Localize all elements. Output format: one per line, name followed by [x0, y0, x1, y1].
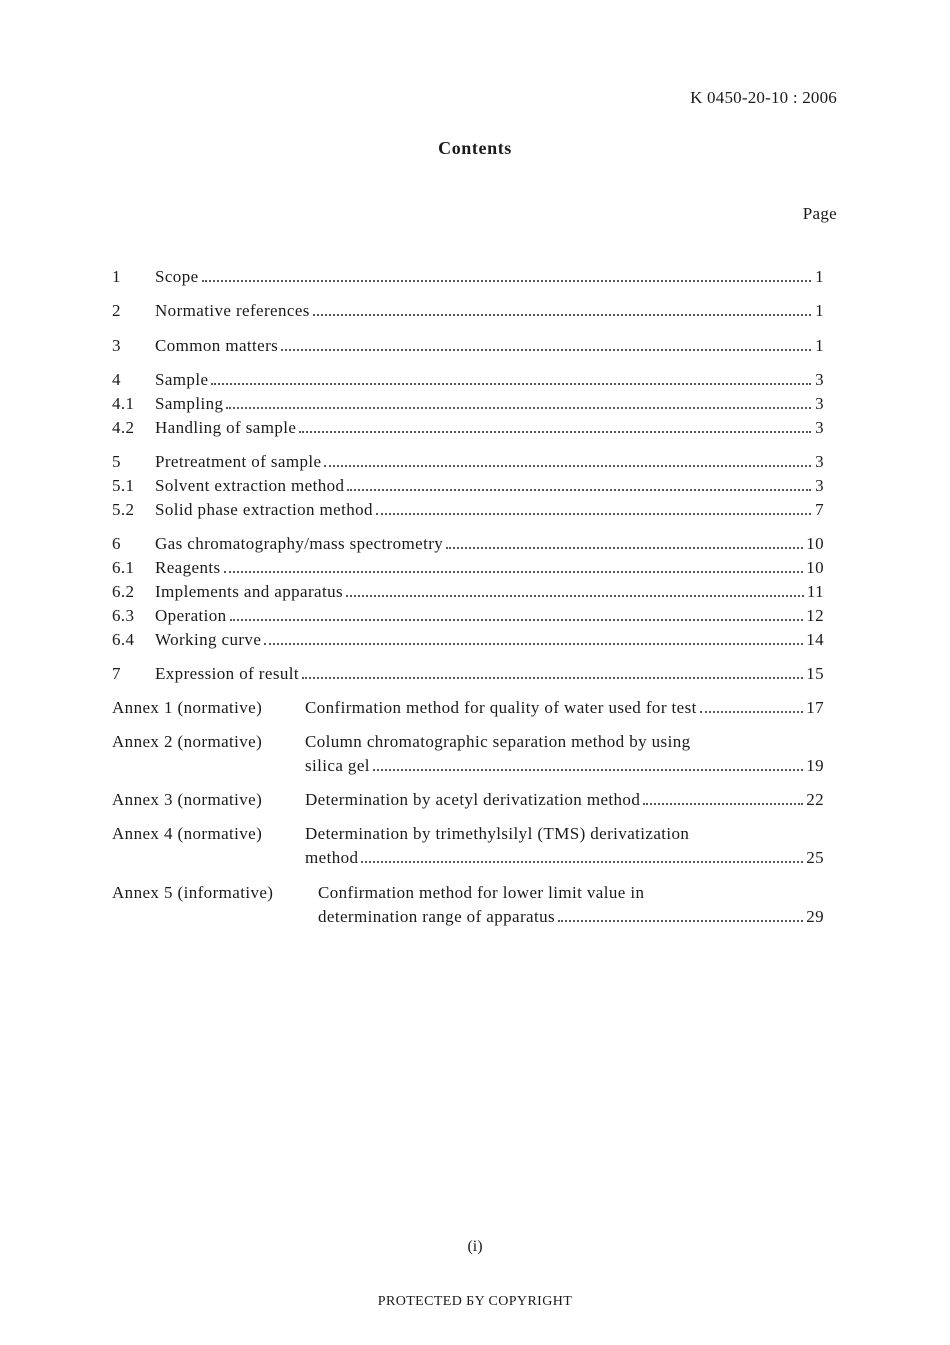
toc-number: 1 — [112, 267, 121, 286]
toc-number: 5.2 — [112, 500, 135, 519]
annex-entry-continuation[interactable] — [112, 905, 824, 929]
toc-entry[interactable] — [112, 265, 824, 289]
annex-page: 29 — [806, 907, 824, 926]
annex-label: Annex 1 (normative) — [112, 698, 263, 717]
annex-title-continued: method — [305, 848, 359, 867]
annex-entry[interactable] — [112, 881, 824, 905]
toc-title: Operation — [155, 606, 227, 625]
annex-label: Annex 4 (normative) — [112, 824, 263, 843]
toc-number: 7 — [112, 664, 121, 683]
toc-entry[interactable] — [112, 662, 824, 686]
dot-leader — [202, 280, 811, 282]
toc-entry[interactable] — [112, 532, 824, 556]
annex-entry[interactable] — [112, 730, 824, 754]
toc-title: Expression of result — [155, 664, 299, 683]
toc-number: 5.1 — [112, 476, 135, 495]
dot-leader — [313, 314, 811, 316]
toc-entry[interactable] — [112, 368, 824, 392]
toc-entry[interactable] — [112, 498, 824, 522]
annex-entry[interactable] — [112, 696, 824, 720]
annex-entry[interactable] — [112, 822, 824, 846]
annex-page: 25 — [806, 848, 824, 867]
dot-leader — [373, 769, 803, 771]
toc-page: 7 — [815, 500, 824, 519]
annex-title: Confirmation method for lower limit value in — [318, 883, 645, 902]
dot-leader — [264, 643, 803, 645]
dot-leader — [446, 547, 803, 549]
dot-leader — [226, 407, 811, 409]
toc-title: Pretreatment of sample — [155, 452, 322, 471]
toc-entry[interactable] — [112, 604, 824, 628]
toc-title: Working curve — [155, 630, 262, 649]
toc-page: 10 — [806, 534, 824, 553]
annex-page: 19 — [806, 756, 824, 775]
toc-page: 1 — [815, 267, 824, 286]
dot-leader — [558, 920, 803, 922]
toc-page: 3 — [815, 394, 824, 413]
toc-title: Handling of sample — [155, 418, 297, 437]
toc-number: 6 — [112, 534, 121, 553]
toc-entry[interactable] — [112, 416, 824, 440]
toc-entry[interactable] — [112, 556, 824, 580]
toc-entry[interactable] — [112, 299, 824, 323]
toc-number: 5 — [112, 452, 121, 471]
annex-entry[interactable] — [112, 788, 824, 812]
copyright-notice: PROTECTED БY COPYRIGHT — [377, 1294, 573, 1309]
annex-label: Annex 5 (informative) — [112, 883, 274, 902]
dot-leader — [346, 595, 804, 597]
toc-page: 3 — [815, 370, 824, 389]
toc-title: Normative references — [155, 301, 310, 320]
toc-number: 6.3 — [112, 606, 135, 625]
annex-title: Column chromatographic separation method by using — [305, 732, 691, 751]
toc-page: 3 — [815, 418, 824, 437]
annex-entry-continuation[interactable] — [112, 846, 824, 870]
toc-number: 4 — [112, 370, 121, 389]
annex-label: Annex 2 (normative) — [112, 732, 263, 751]
toc-title: Common matters — [155, 336, 279, 355]
toc-page: 3 — [815, 452, 824, 471]
annex-label: Annex 3 (normative) — [112, 790, 263, 809]
toc-number: 4.1 — [112, 394, 135, 413]
toc-number: 3 — [112, 336, 121, 355]
annex-title: Determination by acetyl derivatization method — [305, 790, 641, 809]
toc-title: Solvent extraction method — [155, 476, 345, 495]
page-column-label: Page — [802, 204, 837, 223]
dot-leader — [700, 711, 803, 713]
toc-title: Scope — [155, 267, 199, 286]
toc-page: 11 — [806, 582, 824, 601]
toc-number: 4.2 — [112, 418, 135, 437]
annex-page: 17 — [806, 698, 824, 717]
toc-entry[interactable] — [112, 474, 824, 498]
toc-title: Implements and apparatus — [155, 582, 344, 601]
toc-entry[interactable] — [112, 334, 824, 358]
dot-leader — [324, 465, 811, 467]
annex-title: Confirmation method for quality of water used for test — [305, 698, 697, 717]
toc-page: 3 — [815, 476, 824, 495]
toc-number: 6.4 — [112, 630, 135, 649]
toc-number: 6.1 — [112, 558, 135, 577]
dot-leader — [211, 383, 811, 385]
toc-page: 14 — [806, 630, 824, 649]
dot-leader — [302, 677, 803, 679]
dot-leader — [230, 619, 804, 621]
toc-page: 1 — [815, 301, 824, 320]
dot-leader — [643, 803, 803, 805]
annex-title: Determination by trimethylsilyl (TMS) derivatization — [305, 824, 690, 843]
toc-title: Reagents — [155, 558, 221, 577]
toc-title: Sampling — [155, 394, 224, 413]
annex-page: 22 — [806, 790, 824, 809]
contents-title: Contents — [438, 138, 512, 158]
toc-entry[interactable] — [112, 392, 824, 416]
page-number: (i) — [467, 1238, 483, 1255]
toc-entry[interactable] — [112, 628, 824, 652]
dot-leader — [224, 571, 804, 573]
toc-title: Gas chromatography/mass spectrometry — [155, 534, 444, 553]
toc-title: Sample — [155, 370, 209, 389]
toc-page: 1 — [815, 336, 824, 355]
toc-entry[interactable] — [112, 450, 824, 474]
annex-title-continued: determination range of apparatus — [318, 907, 556, 926]
dot-leader — [376, 513, 811, 515]
document-code: K 0450-20-10 : 2006 — [690, 88, 837, 107]
toc-page: 15 — [806, 664, 824, 683]
toc-page: 12 — [806, 606, 824, 625]
dot-leader — [281, 349, 811, 351]
toc-number: 6.2 — [112, 582, 135, 601]
annex-entry-continuation[interactable] — [112, 754, 824, 778]
toc-title: Solid phase extraction method — [155, 500, 373, 519]
dot-leader — [299, 431, 811, 433]
annex-title-continued: silica gel — [305, 756, 370, 775]
dot-leader — [347, 489, 811, 491]
toc-entry[interactable] — [112, 580, 824, 604]
dot-leader — [361, 861, 803, 863]
toc-number: 2 — [112, 301, 121, 320]
toc-page: 10 — [806, 558, 824, 577]
